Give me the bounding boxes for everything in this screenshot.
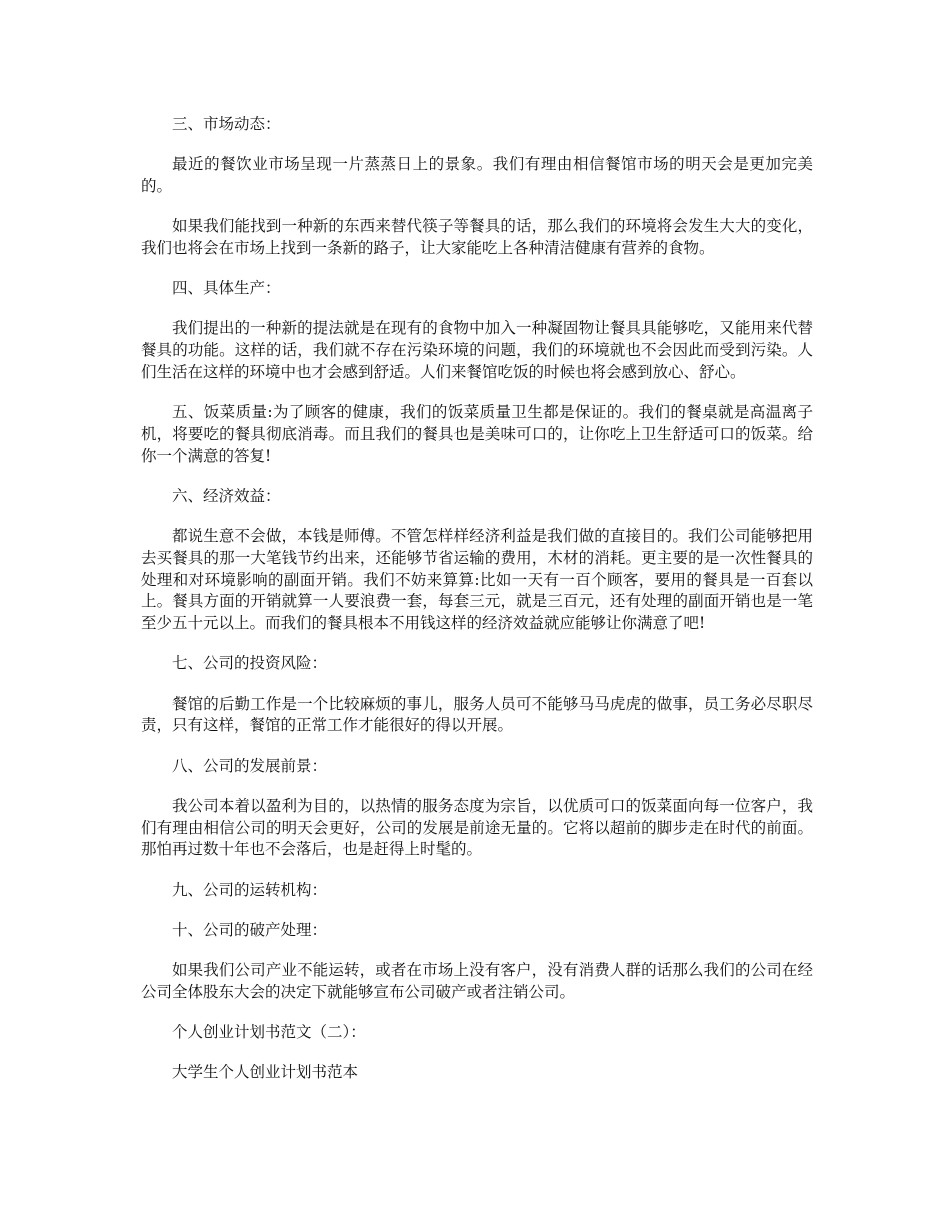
section-heading-prospects: 八、公司的发展前景： (172, 756, 328, 775)
section-heading-organization: 九、公司的运转机构： (172, 880, 328, 899)
section-heading-investment-risk: 七、公司的投资风险： (172, 654, 328, 673)
sample-subtitle: 大学生个人创业计划书范本 (172, 1063, 359, 1082)
paragraph-bankruptcy: 如果我们公司产业不能运转，或者在市场上没有客户，没有消费人群的话那么我们的公司在经公司全体股东大会的决定下就能够宣布公司破产或者注销公司。 (141, 960, 813, 1001)
section-heading-bankruptcy: 十、公司的破产处理： (172, 920, 328, 939)
section-heading-market: 三、市场动态： (172, 115, 281, 133)
paragraph-investment-risk: 餐馆的后勤工作是一个比较麻烦的事儿，服务人员可不能够马马虎虎的做事，员工务必尽职尽责，只有这样，餐馆的正常工作才能很好的得以开展。 (141, 694, 813, 735)
paragraph-economic-benefit: 都说生意不会做，本钱是师傅。不管怎样样经济利益是我们做的直接目的。我们公司能够把用去买餐具的那一大笔钱节约出来，还能够节省运输的费用，木材的消耗。更主要的是一次性餐具的处理和对环境影响的副面开销。我们不妨来算算:比如一天有一百个顾客，要用的餐具是一百套以上。餐具方面的开销就算一人要浪费一套，每套三元，就是三百元，还有处理的副面开销也是一笔至少五十元以上。而我们的餐具根本不用钱这样的经济效益就应能够让你满意了吧! (141, 527, 813, 633)
paragraph-market-1: 最近的餐饮业市场呈现一片蒸蒸日上的景象。我们有理由相信餐馆市场的明天会是更加完美的。 (141, 155, 813, 195)
paragraph-market-2: 如果我们能找到一种新的东西来替代筷子等餐具的话，那么我们的环境将会发生大大的变化，我们也将会在市场上找到一条新的路子，让大家能吃上各种清洁健康有营养的食物。 (141, 217, 813, 257)
paragraph-food-quality: 五、饭菜质量:为了顾客的健康，我们的饭菜质量卫生都是保证的。我们的餐桌就是高温离子机，将要吃的餐具彻底消毒。而且我们的餐具也是美味可口的，让你吃上卫生舒适可口的饭菜。给你一个满意的答复! (141, 403, 813, 465)
paragraph-prospects: 我公司本着以盈利为目的，以热情的服务态度为宗旨，以优质可口的饭菜面向每一位客户，我们有理由相信公司的明天会更好，公司的发展是前途无量的。它将以超前的脚步走在时代的前面。那怕再过数十年也不会落后，也是赶得上时髦的。 (141, 796, 813, 859)
sample-title-2: 个人创业计划书范文（二）： (172, 1022, 366, 1041)
document-body (141, 114, 813, 1102)
paragraph-production: 我们提出的一种新的提法就是在现有的食物中加入一种凝固物让餐具具能够吃，又能用来代替餐具的功能。这样的话，我们就不存在污染环境的问题，我们的环境就也不会因此而受到污染。人们生活在这样的环境中也才会感到舒适。人们来餐馆吃饭的时候也将会感到放心、舒心。 (141, 319, 813, 381)
section-heading-economic-benefit: 六、经济效益： (172, 486, 281, 505)
section-heading-production: 四、具体生产： (172, 279, 281, 298)
